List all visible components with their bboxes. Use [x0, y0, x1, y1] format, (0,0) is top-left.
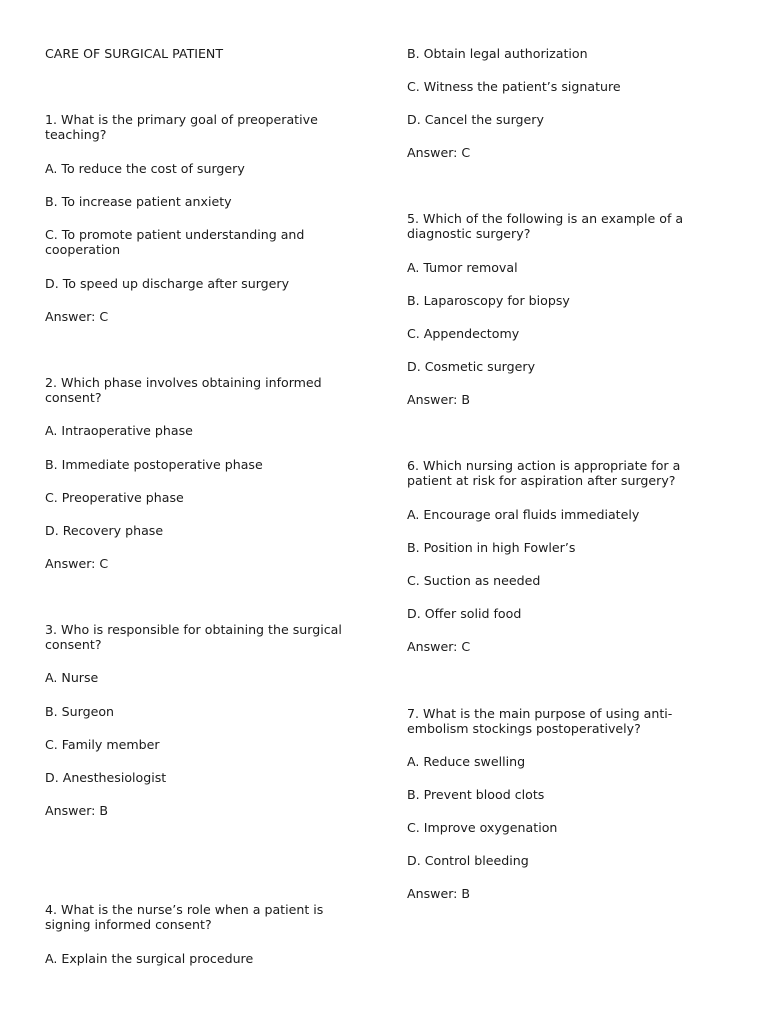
q7-option-a: A. Reduce swelling	[407, 754, 526, 769]
q2-option-b: B. Immediate postoperative phase	[45, 457, 263, 472]
q2-answer: Answer: C	[45, 556, 109, 571]
q5-option-d: D. Cosmetic surgery	[407, 359, 536, 374]
q3-option-b: B. Surgeon	[45, 704, 115, 719]
q6-option-a: A. Encourage oral fluids immediately	[407, 507, 640, 522]
question-7: 7. What is the main purpose of using anti-embolism stockings postoperatively?	[407, 706, 673, 736]
q3-answer: Answer: B	[45, 803, 109, 818]
q7-option-d: D. Control bleeding	[407, 853, 529, 868]
q6-option-d: D. Offer solid food	[407, 606, 522, 621]
q1-option-b: B. To increase patient anxiety	[45, 194, 232, 209]
q4-option-c: C. Witness the patient’s signature	[407, 79, 621, 94]
q3-option-c: C. Family member	[45, 737, 160, 752]
q4-option-d: D. Cancel the surgery	[407, 112, 544, 127]
q6-option-b: B. Position in high Fowler’s	[407, 540, 576, 555]
q5-option-a: A. Tumor removal	[407, 260, 518, 275]
q1-option-a: A. To reduce the cost of surgery	[45, 161, 245, 176]
q7-option-c: C. Improve oxygenation	[407, 820, 558, 835]
question-4: 4. What is the nurse’s role when a patient is signing informed consent?	[45, 902, 324, 932]
question-5: 5. Which of the following is an example of a diagnostic surgery?	[407, 211, 684, 241]
q1-option-c: C. To promote patient understanding and cooperation	[45, 227, 305, 257]
q4-option-b: B. Obtain legal authorization	[407, 46, 588, 61]
question-6: 6. Which nursing action is appropriate for a patient at risk for aspiration after surgery?	[407, 458, 681, 488]
q3-option-a: A. Nurse	[45, 670, 99, 685]
q4-answer: Answer: C	[407, 145, 471, 160]
q6-answer: Answer: C	[407, 639, 471, 654]
q3-option-d: D. Anesthesiologist	[45, 770, 167, 785]
q6-option-c: C. Suction as needed	[407, 573, 541, 588]
q7-option-b: B. Prevent blood clots	[407, 787, 545, 802]
q2-option-d: D. Recovery phase	[45, 523, 164, 538]
question-2: 2. Which phase involves obtaining informed consent?	[45, 375, 322, 405]
q2-option-a: A. Intraoperative phase	[45, 423, 193, 438]
q4-option-a: A. Explain the surgical procedure	[45, 951, 254, 966]
q2-option-c: C. Preoperative phase	[45, 490, 184, 505]
q5-answer: Answer: B	[407, 392, 471, 407]
question-3: 3. Who is responsible for obtaining the surgical consent?	[45, 622, 342, 652]
document-title: CARE OF SURGICAL PATIENT	[45, 46, 224, 61]
q1-option-d: D. To speed up discharge after surgery	[45, 276, 290, 291]
q5-option-c: C. Appendectomy	[407, 326, 520, 341]
q1-answer: Answer: C	[45, 309, 109, 324]
q5-option-b: B. Laparoscopy for biopsy	[407, 293, 570, 308]
q7-answer: Answer: B	[407, 886, 471, 901]
question-1: 1. What is the primary goal of preoperative teaching?	[45, 112, 318, 142]
